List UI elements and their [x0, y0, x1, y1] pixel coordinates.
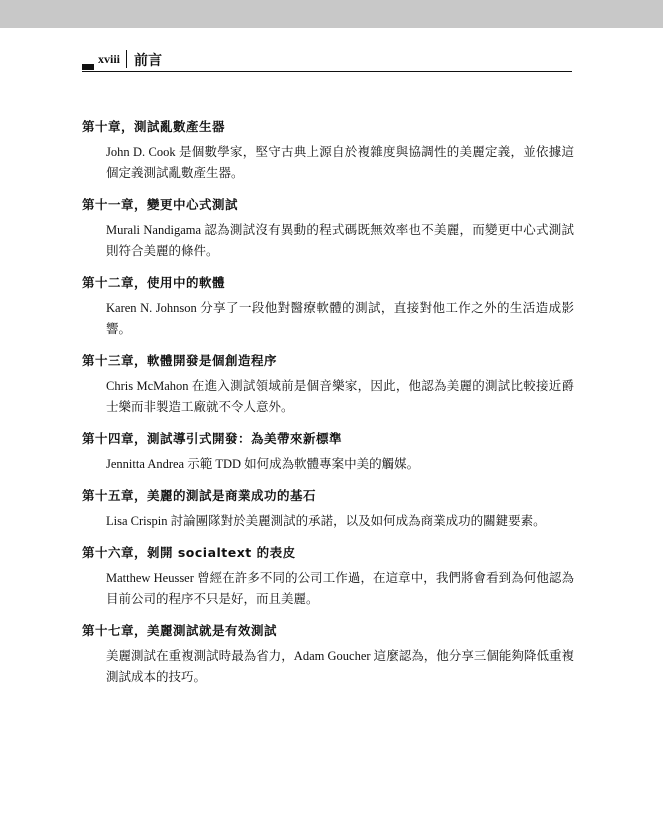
- chapter-heading: 第十七章，美麗測試就是有效測試: [82, 623, 278, 638]
- chapter-description: Lisa Crispin 討論團隊對於美麗測試的承諾，以及如何成為商業成功的關鍵要素。: [106, 514, 546, 528]
- chapter-heading: 第十三章，軟體開發是個創造程序: [82, 353, 278, 368]
- chapter-entry: [82, 118, 574, 184]
- top-band: [0, 0, 663, 28]
- chapter-entry: [82, 487, 574, 532]
- chapter-entry: [82, 196, 574, 262]
- chapter-description: Murali Nandigama 認為測試沒有異動的程式碼既無效率也不美麗，而變更中心式測試則符合美麗的條件。: [106, 223, 574, 258]
- chapter-heading: 第十一章，變更中心式測試: [82, 197, 239, 212]
- chapter-entry: [82, 274, 574, 340]
- chapter-description: Chris McMahon 在進入測試領域前是個音樂家，因此，他認為美麗的測試比較接近爵士樂而非製造工廠就不令人意外。: [106, 379, 574, 414]
- chapter-entry: [82, 622, 574, 688]
- chapter-list: [82, 118, 574, 700]
- page-number: xviii: [98, 52, 121, 66]
- header-rule: [82, 71, 572, 72]
- page-header: [82, 50, 572, 74]
- header-mark: [82, 64, 94, 70]
- chapter-description: John D. Cook 是個數學家，堅守古典上源自於複雜度與協調性的美麗定義，並依據這個定義測試亂數產生器。: [106, 145, 574, 180]
- chapter-description: Jennitta Andrea 示範 TDD 如何成為軟體專案中美的觸媒。: [106, 457, 420, 471]
- chapter-description: Matthew Heusser 曾經在許多不同的公司工作過，在這章中，我們將會看到為何他認為目前公司的程序不只是好，而且美麗。: [106, 571, 574, 606]
- header-separator: [126, 50, 127, 68]
- chapter-description: 美麗測試在重複測試時最為省力，Adam Goucher 這麼認為，他分享三個能夠降低重複測試成本的技巧。: [106, 649, 574, 684]
- chapter-description: Karen N. Johnson 分享了一段他對醫療軟體的測試，直接對他工作之外的生活造成影響。: [106, 301, 574, 336]
- chapter-heading: 第十六章，剝開 socialtext 的表皮: [82, 545, 296, 560]
- chapter-entry: [82, 352, 574, 418]
- chapter-heading: 第十四章，測試導引式開發：為美帶來新標準: [82, 431, 343, 446]
- chapter-heading: 第十五章，美麗的測試是商業成功的基石: [82, 488, 317, 503]
- chapter-entry: [82, 430, 574, 475]
- chapter-heading: 第十二章，使用中的軟體: [82, 275, 226, 290]
- section-title: 前言: [134, 53, 162, 69]
- chapter-entry: [82, 544, 574, 610]
- chapter-heading: 第十章，測試亂數產生器: [82, 119, 226, 134]
